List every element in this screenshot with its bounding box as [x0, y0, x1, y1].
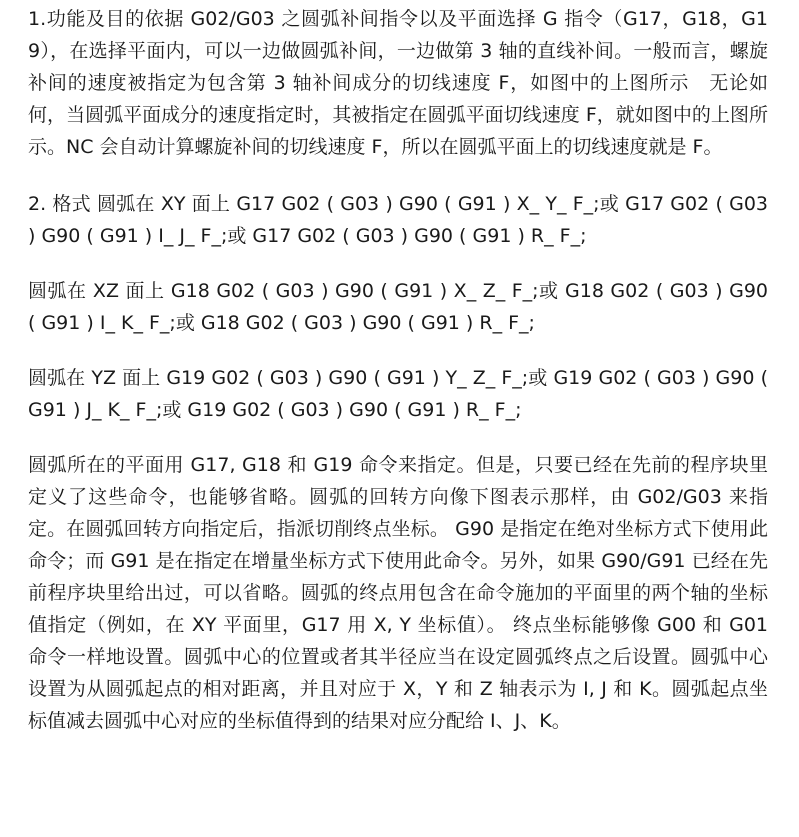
paragraph-format-xy: 2. 格式 圆弧在 XY 面上 G17 G02 ( G03 ) G90 ( G91 ) X_ Y_ F_;或 G17 G02 ( G03 ) G90 ( G91 ) I_ J_ F_;或 G17 G02 ( G03 ) G90 ( G91 ) R_ F_;: [28, 193, 768, 247]
paragraph-plane-description: 圆弧所在的平面用 G17, G18 和 G19 命令来指定。但是，只要已经在先前的程序块里定义了这些命令，也能够省略。圆弧的回转方向像下图表示那样，由 G02/G03 来指定。在圆弧回转方向指定后，指派切削终点坐标。 G90 是指定在绝对坐标方式下使用此命令；而 G91 是在指定在增量坐标方式下使用此命令。另外，如果 G90/G91 已经在先前程序块里给出过，可以省略。圆弧的终点用包含在命令施加的平面里的两个轴的坐标值指定（例如，在 XY 平面里，G17 用 X, Y 坐标值）。 终点坐标能够像 G00 和 G01 命令一样地设置。圆弧中心的位置或者其半径应当在设定圆弧终点之后设置。圆弧中心设置为从圆弧起点的相对距离，并且对应于 X，Y 和 Z 轴表示为 I, J 和 K。圆弧起点坐标值减去圆弧中心对应的坐标值得到的结果对应分配给 I、J、K。: [28, 454, 768, 732]
paragraph-format-xz: 圆弧在 XZ 面上 G18 G02 ( G03 ) G90 ( G91 ) X_ Z_ F_;或 G18 G02 ( G03 ) G90 ( G91 ) I_ K_ F_;或 G18 G02 ( G03 ) G90 ( G91 ) R_ F_;: [28, 280, 768, 334]
paragraph-function-purpose: 1.功能及目的依据 G02/G03 之圆弧补间指令以及平面选择 G 指令（G17，G18，G19），在选择平面内，可以一边做圆弧补间，一边做第 3 轴的直线补间。一般而言，螺旋补间的速度被指定为包含第 3 轴补间成分的切线速度 F，如图中的上图所示 无论如何，当圆弧平面成分的速度指定时，其被指定在圆弧平面切线速度 F，就如图中的上图所示。NC 会自动计算螺旋补间的切线速度 F，所以在圆弧平面上的切线速度就是 F。: [28, 8, 768, 158]
paragraph-gap: [28, 339, 768, 362]
paragraph-gap: [28, 163, 768, 188]
paragraph-gap: [28, 252, 768, 275]
document-body: [28, 0, 768, 737]
paragraph-format-yz: 圆弧在 YZ 面上 G19 G02 ( G03 ) G90 ( G91 ) Y_ Z_ F_;或 G19 G02 ( G03 ) G90 ( G91 ) J_ K_ F_;或 G19 G02 ( G03 ) G90 ( G91 ) R_ F_;: [28, 367, 768, 421]
paragraph-gap: [28, 426, 768, 449]
